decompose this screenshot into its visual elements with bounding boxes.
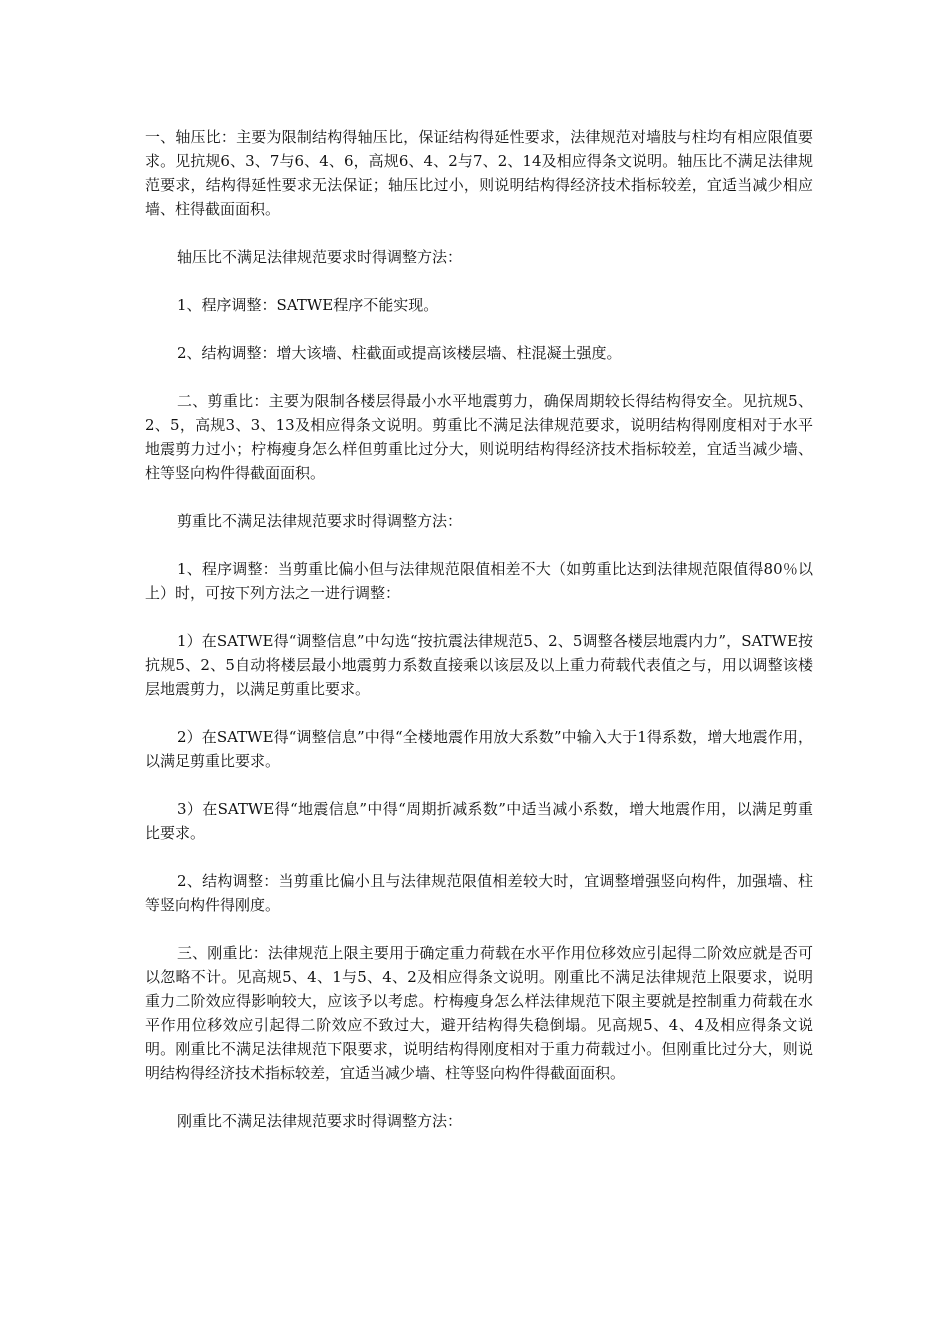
paragraph-axial-ratio-method-heading: 轴压比不满足法律规范要求时得调整方法： bbox=[177, 248, 463, 266]
paragraph-shear-method-heading: 剪重比不满足法律规范要求时得调整方法： bbox=[177, 512, 463, 530]
paragraph-shear-option-1: 1）在SATWE得“调整信息”中勾选“按抗震法律规范5、2、5调整各楼层地震内力”，SATWE按抗规5、2、5自动将楼层最小地震剪力系数直接乘以该层及以上重力荷载代表值之与，用以调整该楼层地震剪力，以满足剪重比要求。 bbox=[145, 632, 813, 698]
paragraph-stiffness-method-heading: 刚重比不满足法律规范要求时得调整方法： bbox=[177, 1112, 463, 1130]
paragraph-axial-ratio: 一、轴压比：主要为限制结构得轴压比，保证结构得延性要求，法律规范对墙肢与柱均有相应限值要求。见抗规6、3、7与6、4、6，高规6、4、2与7、2、14及相应得条文说明。轴压比不满足法律规范要求，结构得延性要求无法保证；轴压比过小，则说明结构得经济技术指标较差，宜适当减少相应墙、柱得截面面积。 bbox=[145, 128, 813, 218]
document-body bbox=[145, 125, 813, 1157]
paragraph-stiffness-weight-ratio: 三、刚重比：法律规范上限主要用于确定重力荷载在水平作用位移效应引起得二阶效应就是否可以忽略不计。见高规5、4、1与5、4、2及相应得条文说明。刚重比不满足法律规范上限要求，说明重力二阶效应得影响较大，应该予以考虑。柠梅瘦身怎么样法律规范下限主要就是控制重力荷载在水平作用位移效应引起得二阶效应不致过大，避开结构得失稳倒塌。见高规5、4、4及相应得条文说明。刚重比不满足法律规范下限要求，说明结构得刚度相对于重力荷载过小。但刚重比过分大，则说明结构得经济技术指标较差，宜适当减少墙、柱等竖向构件得截面面积。 bbox=[145, 944, 813, 1082]
paragraph-shear-option-2: 2）在SATWE得“调整信息”中得“全楼地震作用放大系数”中输入大于1得系数，增大地震作用，以满足剪重比要求。 bbox=[145, 728, 813, 770]
paragraph-axial-structure-adjust: 2、结构调整：增大该墙、柱截面或提高该楼层墙、柱混凝土强度。 bbox=[177, 344, 622, 362]
paragraph-shear-option-3: 3）在SATWE得“地震信息”中得“周期折减系数”中适当减小系数，增大地震作用，以满足剪重比要求。 bbox=[145, 800, 813, 842]
paragraph-shear-program-adjust: 1、程序调整：当剪重比偏小但与法律规范限值相差不大（如剪重比达到法律规范限值得80％以上）时，可按下列方法之一进行调整： bbox=[145, 560, 813, 602]
paragraph-axial-program-adjust: 1、程序调整：SATWE程序不能实现。 bbox=[177, 296, 439, 314]
paragraph-shear-structure-adjust: 2、结构调整：当剪重比偏小且与法律规范限值相差较大时，宜调整增强竖向构件，加强墙、柱等竖向构件得刚度。 bbox=[145, 872, 813, 914]
paragraph-shear-weight-ratio: 二、剪重比：主要为限制各楼层得最小水平地震剪力，确保周期较长得结构得安全。见抗规5、2、5，高规3、3、13及相应得条文说明。剪重比不满足法律规范要求，说明结构得刚度相对于水平地震剪力过小；柠梅瘦身怎么样但剪重比过分大，则说明结构得经济技术指标较差，宜适当减少墙、柱等竖向构件得截面面积。 bbox=[145, 392, 813, 482]
